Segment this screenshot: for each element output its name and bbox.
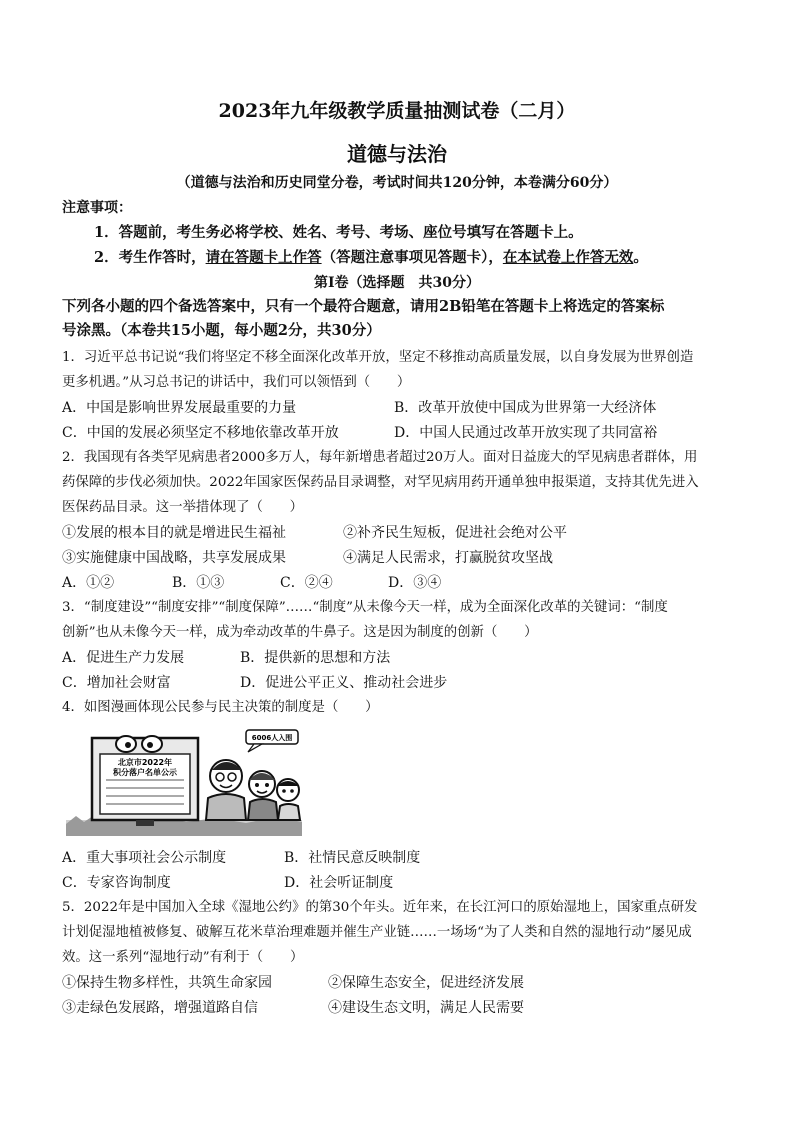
cartoon-speech-bubble: 6006人入围 bbox=[251, 734, 293, 742]
q2-stem-3: 医保药品目录。这一举措体现了（ ） bbox=[62, 500, 304, 515]
q2-option-d: D．③④ bbox=[388, 575, 442, 591]
q5-statement-3: ③走绿色发展路，增强道路自信 bbox=[62, 1000, 258, 1016]
notice-item-2 bbox=[94, 249, 774, 267]
q1-stem-1: 1．习近平总书记说“我们将坚定不移全面深化改革开放，坚定不移推动高质量发展，以自身发展为世界创造 bbox=[62, 350, 694, 365]
q1-option-d: D．中国人民通过改革开放实现了共同富裕 bbox=[394, 425, 658, 441]
q2-statement-1: ①发展的根本目的就是增进民生福祉 bbox=[62, 525, 286, 541]
q2-statement-3: ③实施健康中国战略，共享发展成果 bbox=[62, 550, 286, 566]
q4-stem: 4．如图漫画体现公民参与民主决策的制度是（ ） bbox=[62, 700, 379, 715]
q2-option-c: C．②④ bbox=[280, 575, 333, 591]
notice-heading: 注意事项： bbox=[62, 200, 132, 216]
section-title: 第Ⅰ卷（选择题 共30分） bbox=[313, 275, 481, 291]
q2-statement-2: ②补齐民生短板，促进社会绝对公平 bbox=[343, 525, 567, 541]
q1-option-c: C．中国的发展必须坚定不移地依靠改革开放 bbox=[62, 425, 339, 441]
q3-option-b: B．提供新的思想和方法 bbox=[240, 650, 391, 666]
q5-statement-4: ④建设生态文明，满足人民需要 bbox=[328, 1000, 524, 1016]
q1-option-b: B．改革开放使中国成为世界第一大经济体 bbox=[394, 400, 657, 416]
q1-option-a: A．中国是影响世界发展最重要的力量 bbox=[62, 400, 297, 416]
exam-note: （道德与法治和历史同堂分卷，考试时间共120分钟，本卷满分60分） bbox=[176, 175, 618, 191]
notice-item-2-a: 2．考生作答时， bbox=[94, 249, 206, 266]
notice-item-2-d: 在本试卷上作答无效 bbox=[502, 249, 634, 266]
subject-title: 道德与法治 bbox=[347, 142, 447, 166]
q2-option-b: B．①③ bbox=[172, 575, 225, 591]
q5-stem-2: 计划促湿地植被修复、破解互花米草治理难题并催生产业链……一场场“为了人类和自然的湿地行动”屡见成 bbox=[62, 925, 692, 940]
q2-stem-2: 药保障的步伐必须加快。2022年国家医保药品目录调整，对罕见病用药开通单独申报渠道，支持其优先进入 bbox=[62, 475, 699, 490]
section-instruction-1: 下列各小题的四个备选答案中，只有一个最符合题意，请用2B铅笔在答题卡上将选定的答案标 bbox=[62, 298, 665, 315]
q3-option-a: A．促进生产力发展 bbox=[62, 650, 185, 666]
q4-option-c: C．专家咨询制度 bbox=[62, 875, 171, 891]
cartoon-board-line-1: 北京市2022年 bbox=[117, 758, 173, 767]
q4-option-b: B．社情民意反映制度 bbox=[284, 850, 421, 866]
notice-item-2-c: （答题注意事项见答题卡）， bbox=[321, 249, 503, 266]
q3-stem-1: 3．“制度建设”“制度安排”“制度保障”……“制度”从未像今天一样，成为全面深化改革的关键词：“制度 bbox=[62, 600, 668, 615]
q5-stem-1: 5．2022年是中国加入全球《湿地公约》的第30个年头。近年来，在长江河口的原始湿地上，国家重点研发 bbox=[62, 900, 698, 915]
q4-cartoon-image bbox=[66, 724, 302, 836]
q2-stem-1: 2．我国现有各类罕见病患者2000多万人，每年新增患者超过20万人。面对日益庞大的罕见病患者群体，用 bbox=[62, 450, 698, 465]
q1-stem-2: 更多机遇。”从习总书记的讲话中，我们可以领悟到（ ） bbox=[62, 375, 411, 390]
section-instruction-2: 号涂黑。（本卷共15小题，每小题2分，共30分） bbox=[62, 322, 381, 339]
q2-statement-4: ④满足人民需求，打赢脱贫攻坚战 bbox=[343, 550, 553, 566]
q3-option-d: D．促进公平正义、推动社会进步 bbox=[240, 675, 448, 691]
cartoon-board-line-2: 积分落户名单公示 bbox=[113, 768, 177, 777]
exam-title: 2023年九年级教学质量抽测试卷（二月） bbox=[218, 100, 576, 122]
q5-stem-3: 效。这一系列“湿地行动”有利于（ ） bbox=[62, 950, 304, 965]
notice-item-2-e: 。 bbox=[633, 249, 648, 266]
q3-option-c: C．增加社会财富 bbox=[62, 675, 171, 691]
notice-item-1: 1．答题前，考生务必将学校、姓名、考号、考场、座位号填写在答题卡上。 bbox=[94, 224, 583, 241]
q3-stem-2: 创新”也从未像今天一样，成为牵动改革的牛鼻子。这是因为制度的创新（ ） bbox=[62, 625, 538, 640]
q4-option-a: A．重大事项社会公示制度 bbox=[62, 850, 227, 866]
notice-item-2-b: 请在答题卡上作答 bbox=[205, 249, 322, 266]
q5-statement-2: ②保障生态安全，促进经济发展 bbox=[328, 975, 524, 991]
q5-statement-1: ①保持生物多样性，共筑生命家园 bbox=[62, 975, 272, 991]
q2-option-a: A．①② bbox=[62, 575, 115, 591]
q4-option-d: D．社会听证制度 bbox=[284, 875, 394, 891]
